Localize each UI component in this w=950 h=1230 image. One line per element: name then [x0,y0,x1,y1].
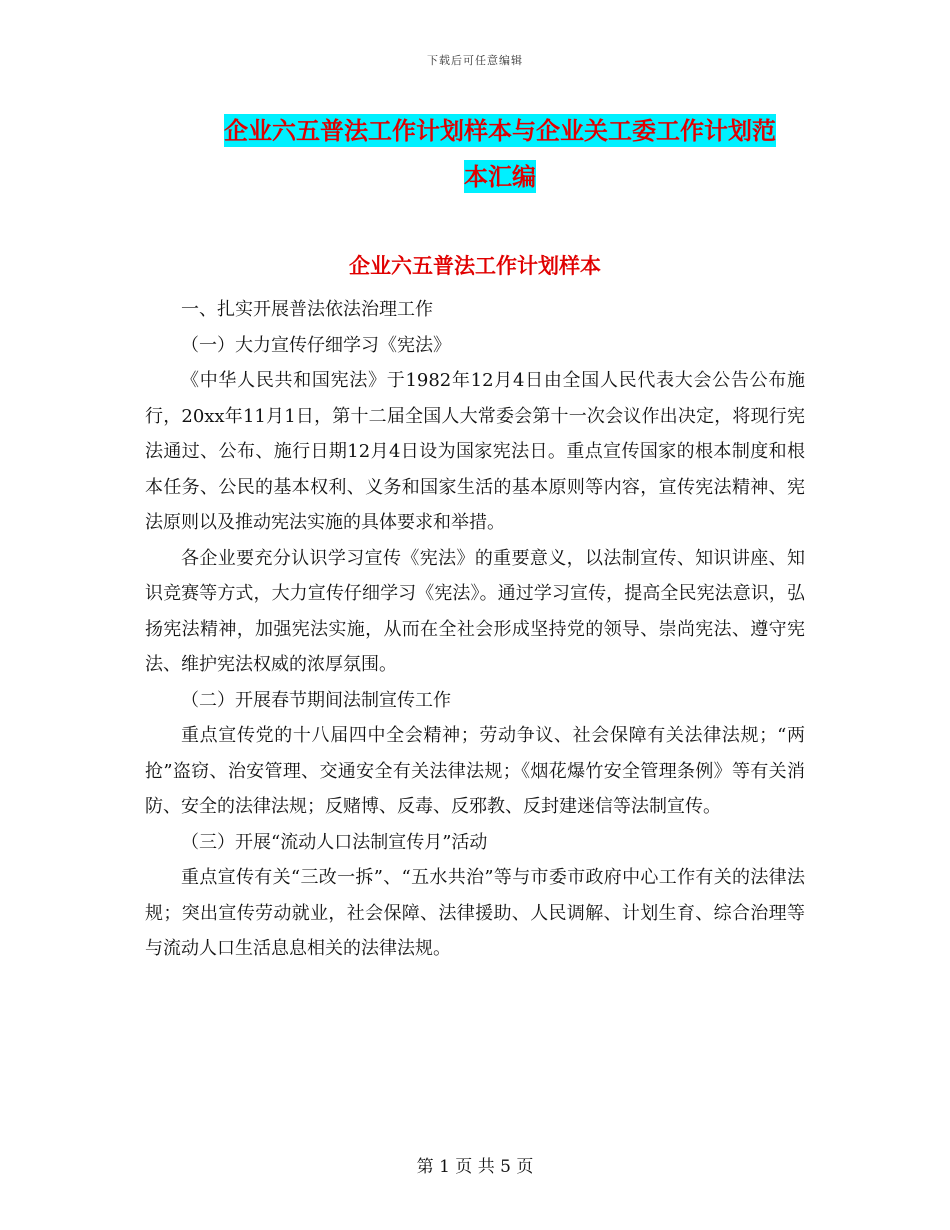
document-body [145,292,805,967]
page-number: 第 1 页 共 5 页 [416,1157,534,1177]
heading-level1: 一、扎实开展普法依法治理工作 [181,299,433,320]
document-title [190,108,810,200]
document-title-line2: 本汇编 [464,162,536,191]
document-title-line1: 企业六五普法工作计划样本与企业关工委工作计划范 [224,116,776,145]
body-paragraph: 重点宣传党的十八届四中全会精神；劳动争议、社会保障有关法律法规；“两抢”盗窃、治安管理、交通安全有关法律法规；《烟花爆竹安全管理条例》等有关消防、安全的法律法规；反赌博、反毒、反邪教、反封建迷信等法制宣传。 [145,725,805,817]
body-paragraph: 《中华人民共和国宪法》于1982年12月4日由全国人民代表大会公告公布施行，20xx年11月1日，第十二届全国人大常委会第十一次会议作出决定，将现行宪法通过、公布、施行日期12月4日设为国家宪法日。重点宣传国家的根本制度和根本任务、公民的基本权利、义务和国家生活的基本原则等内容，宣传宪法精神、宪法原则以及推动宪法实施的具体要求和举措。 [145,370,805,533]
body-paragraph: 各企业要充分认识学习宣传《宪法》的重要意义，以法制宣传、知识讲座、知识竞赛等方式，大力宣传仔细学习《宪法》。通过学习宣传，提高全民宪法意识，弘扬宪法精神，加强宪法实施，从而在全社会形成坚持党的领导、崇尚宪法、遵守宪法、维护宪法权威的浓厚氛围。 [145,547,805,675]
heading-level2: （一）大力宣传仔细学习《宪法》 [181,334,451,356]
heading-level2: （三）开展“流动人口法制宣传月”活动 [181,831,488,853]
header-note: 下载后可任意编辑 [427,54,523,67]
body-paragraph: 重点宣传有关“三改一拆”、“五水共治”等与市委市政府中心工作有关的法律法规；突出宣传劳动就业，社会保障、法律援助、人民调解、计划生育、综合治理等与流动人口生活息息相关的法律法规。 [145,867,805,959]
section-title: 企业六五普法工作计划样本 [349,253,601,278]
heading-level2: （二）开展春节期间法制宣传工作 [181,689,451,711]
